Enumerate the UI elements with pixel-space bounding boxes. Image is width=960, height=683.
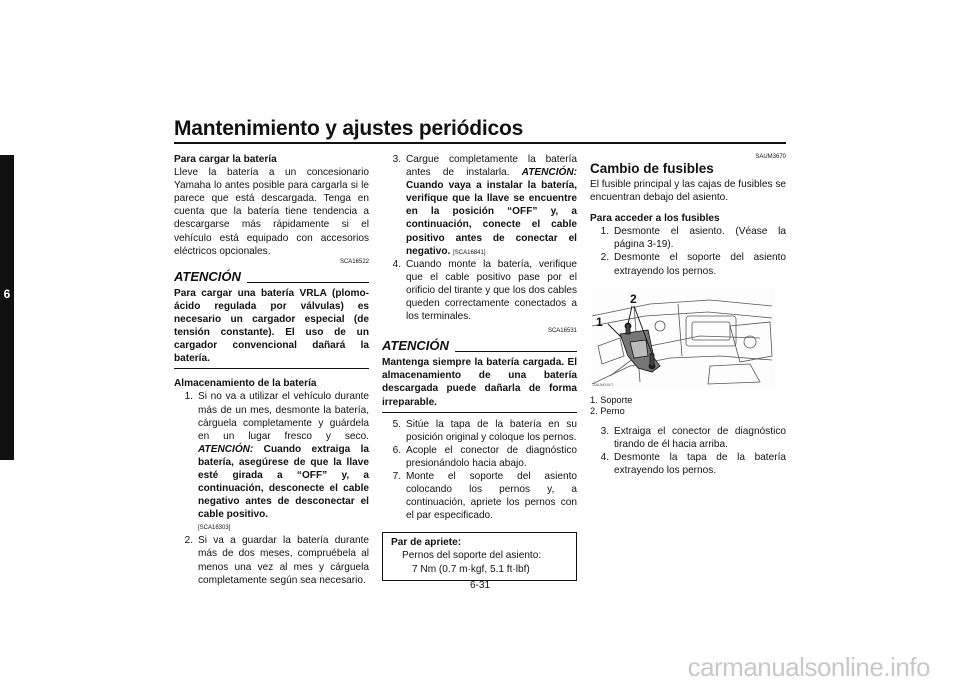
torque-item: Pernos del soporte del asiento: bbox=[402, 550, 542, 562]
item4-text: Cuando monte la batería, verifique que el cable positivo pase por el orificio del tirante y que los dos cables queden correctamente conectados a los terminales. bbox=[406, 258, 577, 323]
attention-end-rule bbox=[382, 412, 577, 413]
list-number: 4. bbox=[600, 451, 609, 463]
page-title: Mantenimiento y ajustes periódicos bbox=[174, 117, 524, 140]
list-item bbox=[590, 225, 786, 251]
list-number: 2. bbox=[600, 252, 609, 264]
item1-code: [SCA16303] bbox=[198, 525, 231, 532]
step4-text: Desmonte la tapa de la batería extrayendo los pernos. bbox=[614, 451, 786, 476]
section-code: SCA16531 bbox=[547, 328, 577, 335]
column-1 bbox=[174, 153, 369, 587]
list-item bbox=[590, 451, 786, 477]
step1-text: Desmonte el asiento. (Véase la página 3-19). bbox=[614, 226, 786, 251]
callout-1: 1 bbox=[596, 314, 603, 329]
column-3 bbox=[590, 153, 786, 477]
charge-heading: Para cargar la batería bbox=[174, 154, 277, 165]
item3-text: Cargue completamente la batería antes de instalarla. bbox=[406, 154, 577, 179]
list-item bbox=[382, 153, 577, 258]
item6-text: Acople el conector de diagnóstico presionándolo hacia abajo. bbox=[406, 444, 577, 469]
callout-2: 2 bbox=[630, 291, 637, 306]
list-item bbox=[382, 470, 577, 522]
torque-box bbox=[382, 532, 577, 580]
section-code: SCA16522 bbox=[339, 258, 369, 265]
legend-item: 2. Perno bbox=[590, 405, 625, 416]
list-item bbox=[590, 425, 786, 451]
page-number: 6-31 bbox=[469, 580, 490, 591]
list-number: 1. bbox=[184, 391, 193, 403]
storage-heading: Almacenamiento de la batería bbox=[174, 378, 317, 390]
chapter-tab bbox=[0, 155, 14, 460]
item5-text: Sitúe la tapa de la batería en su posición original y coloque los pernos. bbox=[406, 418, 577, 443]
attention-text: Mantenga siempre la batería cargada. El almacenamiento de una batería descargada puede dañarla de forma irreparable. bbox=[382, 357, 577, 408]
torque-heading: Par de apriete: bbox=[391, 537, 462, 549]
watermark: carmanualsonline.info bbox=[687, 652, 930, 682]
list-number: 3. bbox=[392, 154, 401, 165]
step3-text: Extraiga el conector de diagnóstico tirando de él hacia arriba. bbox=[614, 425, 786, 450]
list-item bbox=[174, 390, 369, 532]
item3-attention: ATENCIÓN: bbox=[521, 167, 577, 179]
chapter-tab-number: 6 bbox=[3, 287, 11, 301]
section-code: SAUM3670 bbox=[755, 154, 786, 160]
list-number: 4. bbox=[392, 258, 401, 270]
section-heading: Cambio de fusibles bbox=[590, 161, 714, 176]
list-number: 5. bbox=[392, 418, 401, 430]
torque-value: 7 Nm (0.7 m·kgf, 5.1 ft·lbf) bbox=[412, 563, 530, 575]
attention-label: ATENCIÓN bbox=[174, 268, 241, 284]
list-number: 7. bbox=[392, 470, 401, 482]
item1-bold: Cuando extraiga la batería, asegúrese de que la llave esté girada a “OFF” y, a continuación, desconecte el cable negativo antes de desconectar el cable positivo. bbox=[198, 443, 369, 521]
list-item bbox=[382, 418, 577, 444]
column-2 bbox=[382, 153, 577, 581]
item2-text: Si va a guardar la batería durante más de dos meses, compruébela al menos una vez al mes y cárguela completamente según sea necesario. bbox=[198, 535, 369, 586]
attention-header bbox=[382, 337, 577, 353]
list-item bbox=[590, 251, 786, 277]
list-number: 3. bbox=[600, 425, 609, 437]
list-number: 6. bbox=[392, 444, 401, 456]
legend-item: 1. Soporte bbox=[590, 394, 633, 405]
attention-label: ATENCIÓN bbox=[382, 338, 449, 354]
access-heading: Para acceder a los fusibles bbox=[590, 213, 720, 225]
item1-attention: ATENCIÓN: bbox=[198, 443, 254, 455]
title-rule bbox=[174, 142, 786, 144]
intro-text: El fusible principal y las cajas de fusibles se encuentran debajo del asiento. bbox=[590, 179, 786, 204]
list-item bbox=[382, 444, 577, 470]
attention-end-rule bbox=[174, 368, 369, 369]
attention-rule bbox=[247, 282, 369, 283]
step2-text: Desmonte el soporte del asiento extrayendo los pernos. bbox=[614, 252, 786, 277]
list-item bbox=[174, 534, 369, 586]
item3-bold: Cuando vaya a instalar la batería, verifique que la llave se encuentre en la posición “OFF” y, a continuación, conecte el cable positivo antes de conectar el negativo. bbox=[406, 180, 577, 257]
item1-text: Si no va a utilizar el vehículo durante más de un mes, desmonte la batería, cárguela completamente y guárdela en un lugar fresco y seco. bbox=[198, 391, 369, 442]
list-number: 1. bbox=[600, 226, 609, 238]
attention-text: Para cargar una batería VRLA (plomo-ácido regulada por válvulas) es necesario un cargador especial (de tensión constante). El uso de un cargador convencional dañará la batería. bbox=[174, 287, 369, 365]
seat-bracket-photo bbox=[590, 286, 774, 389]
list-number: 2. bbox=[184, 535, 193, 547]
attention-rule bbox=[455, 351, 577, 352]
item3-code: [SCA16841] bbox=[453, 249, 486, 256]
attention-header bbox=[174, 268, 369, 284]
charge-text: Lleve la batería a un concesionario Yamaha lo antes posible para cargarla si le parece que está descargada. Tenga en cuenta que la batería tiene tendencia a descargarse más rápidamente si el vehículo está equipado con accesorios eléctricos opcionales. bbox=[174, 167, 369, 257]
photo-code: ZAUM1917 bbox=[593, 381, 614, 387]
item7-text: Monte el soporte del asiento colocando los pernos y, a continuación, apriete los pernos con el par especificado. bbox=[406, 470, 577, 522]
figure-legend bbox=[590, 395, 786, 417]
seat-bracket-illustration bbox=[590, 286, 774, 389]
list-item bbox=[382, 258, 577, 323]
